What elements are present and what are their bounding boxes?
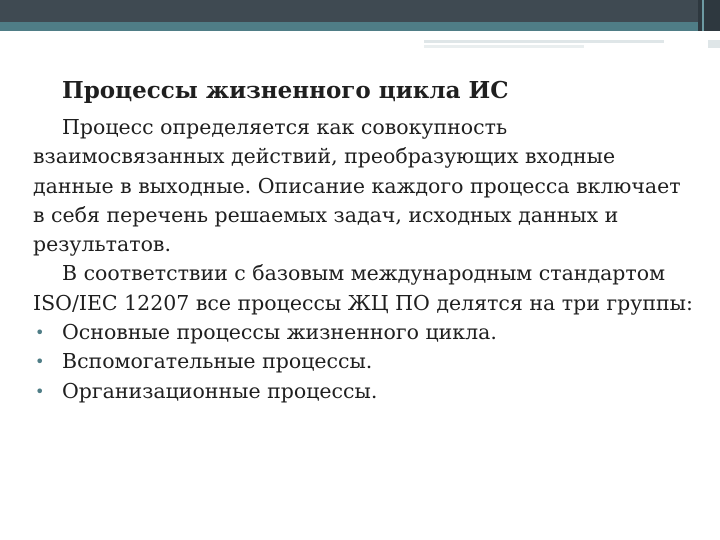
- list-item-text: Основные процессы жизненного цикла.: [62, 320, 497, 345]
- header-corner-block: [698, 0, 720, 31]
- header-accent-line: [424, 45, 584, 48]
- list-item-text: Организационные процессы.: [62, 378, 378, 403]
- header-accent-line: [708, 40, 720, 48]
- bullet-icon: •: [35, 381, 45, 401]
- paragraph-process-definition: Процесс определяется как совокупность взаимосвязанных действий, преобразующих входные данные в выходные. Описание каждого процесса включает в себя перечень решаемых задач, исходных данных и результатов.: [33, 115, 681, 257]
- list-item-text: Вспомогательные процессы.: [62, 349, 373, 374]
- slide-title: Процессы жизненного цикла ИС: [62, 77, 509, 104]
- slide-body: [33, 113, 693, 406]
- bullet-icon: •: [35, 352, 45, 372]
- header-accent-line: [424, 40, 664, 43]
- list-item: [33, 318, 693, 347]
- header-dark-stripe: [0, 0, 720, 22]
- list-item: [33, 377, 693, 406]
- bullet-icon: •: [35, 323, 45, 343]
- process-groups-list: [33, 318, 693, 406]
- list-item: [33, 347, 693, 376]
- paragraph-standard: В соответствии с базовым международным стандартом ISO/IEC 12207 все процессы ЖЦ ПО делятся на три группы:: [33, 261, 693, 315]
- header-teal-stripe: [0, 22, 720, 31]
